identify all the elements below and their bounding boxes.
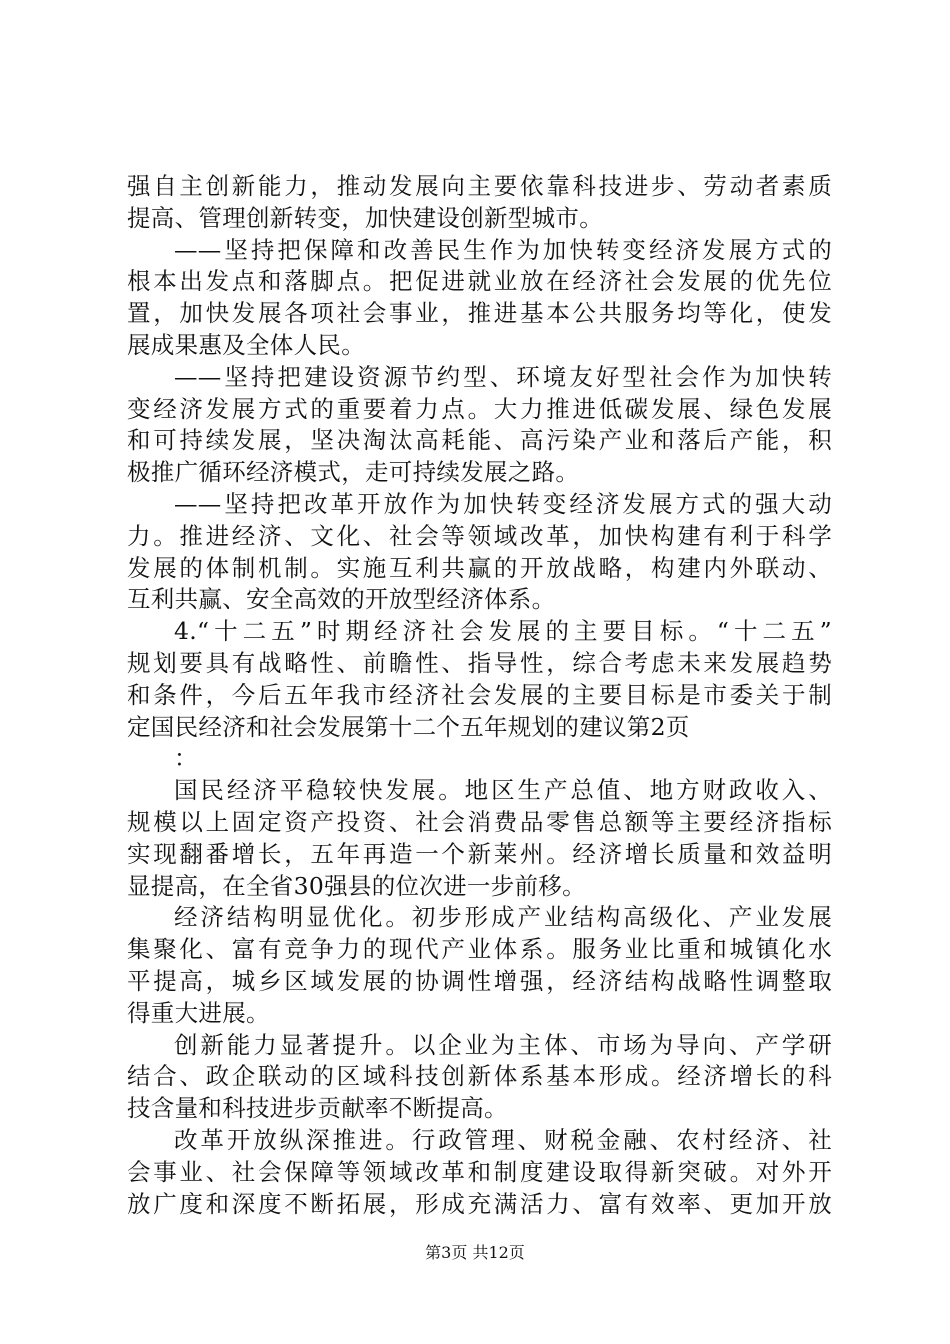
text-line: 展成果惠及全体人民。 [127,330,365,359]
text-line: ： [174,744,198,773]
text-line: ——坚持把改革开放作为加快转变经济发展方式的强大动 [174,489,832,518]
text-line: 经济结构明显优化。初步形成产业结构高级化、产业发展 [174,903,832,932]
text-line: 放广度和深度不断拓展，形成充满活力、富有效率、更加开放 [127,1189,832,1218]
text-line: 和可持续发展，坚决淘汰高耗能、高污染产业和落后产能，积 [127,426,832,455]
text-line: 提高、管理创新转变，加快建设创新型城市。 [127,203,603,232]
text-line: 实现翻番增长，五年再造一个新莱州。经济增长质量和效益明 [127,839,832,868]
text-line: 显提高，在全省30强县的位次进一步前移。 [127,871,586,900]
text-line: 和条件，今后五年我市经济社会发展的主要目标是市委关于制 [127,680,832,709]
text-line: 平提高，城乡区域发展的协调性增强，经济结构战略性调整取 [127,966,832,995]
text-line: 国民经济平稳较快发展。地区生产总值、地方财政收入、 [174,776,832,805]
text-line: 变经济发展方式的重要着力点。大力推进低碳发展、绿色发展 [127,394,832,423]
text-line: 4.“十二五”时期经济社会发展的主要目标。“十二五” [174,617,832,646]
text-line: 力。推进经济、文化、社会等领域改革，加快构建有利于科学 [127,521,832,550]
text-line: 强自主创新能力，推动发展向主要依靠科技进步、劳动者素质 [127,172,832,200]
text-line: 结合、政企联动的区域科技创新体系基本形成。经济增长的科 [127,1062,832,1091]
text-line: 置，加快发展各项社会事业，推进基本公共服务均等化，使发 [127,299,832,328]
text-line: 集聚化、富有竞争力的现代产业体系。服务业比重和城镇化水 [127,935,832,964]
text-line: 规划要具有战略性、前瞻性、指导性，综合考虑未来发展趋势 [127,648,832,677]
text-line: 得重大进展。 [127,998,270,1027]
text-line: ——坚持把保障和改善民生作为加快转变经济发展方式的 [174,235,832,264]
page-footer: 第3页 共12页 [425,1243,525,1262]
text-line: ——坚持把建设资源节约型、环境友好型社会作为加快转 [174,362,832,391]
text-line: 改革开放纵深推进。行政管理、财税金融、农村经济、社 [174,1125,832,1154]
text-line: 技含量和科技进步贡献率不断提高。 [127,1094,508,1123]
text-line: 极推广循环经济模式，走可持续发展之路。 [127,458,580,487]
document-body [127,171,832,1220]
text-line: 创新能力显著提升。以企业为主体、市场为导向、产学研 [174,1030,832,1059]
text-line: 规模以上固定资产投资、社会消费品零售总额等主要经济指标 [127,807,832,836]
text-line: 会事业、社会保障等领域改革和制度建设取得新突破。对外开 [127,1157,832,1186]
text-line: 发展的体制机制。实施互利共赢的开放战略，构建内外联动、 [127,553,832,582]
text-line: 定国民经济和社会发展第十二个五年规划的建议第2页 [127,712,690,741]
text-line: 互利共赢、安全高效的开放型经济体系。 [127,585,556,614]
text-line: 根本出发点和落脚点。把促进就业放在经济社会发展的优先位 [127,267,832,296]
